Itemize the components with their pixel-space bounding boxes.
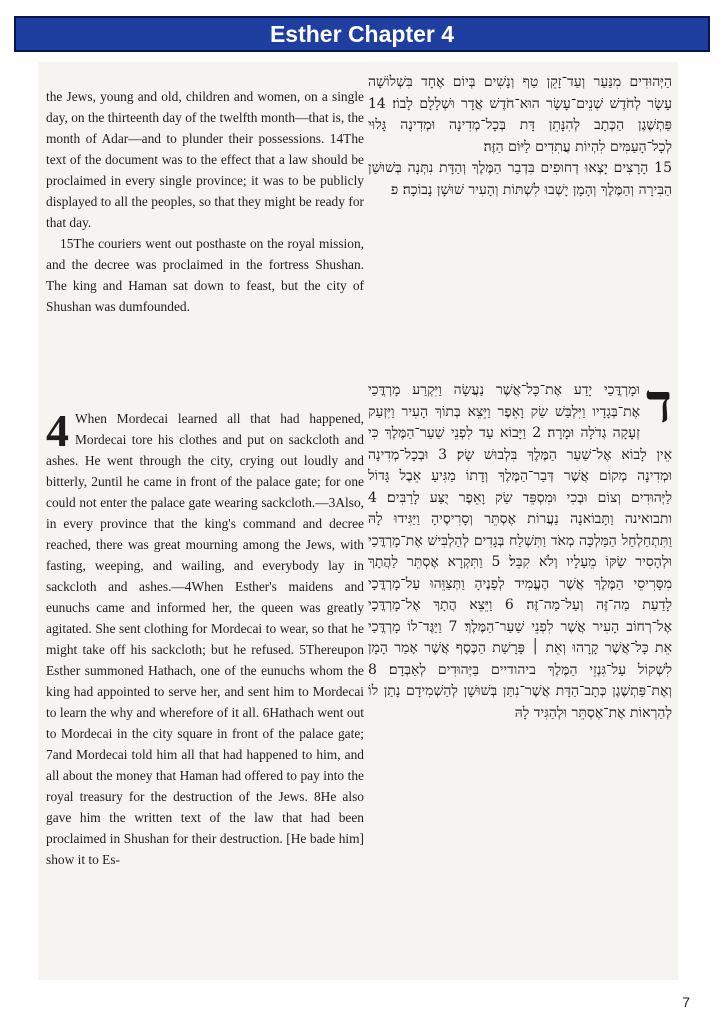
english-paragraph: the Jews, young and old, children and women, on a single day, on the thirteenth day of the twelfth month—that is, the month of Adar—and to plunder their possessions. 14The text of the document was to the effect that a law should be proclaimed in every single province; it was to be publicly displayed to all the peoples, so that they might be ready for that day. — [46, 89, 364, 230]
book-page-scan — [38, 62, 678, 980]
english-text-top — [46, 86, 364, 386]
english-paragraph: When Mordecai learned all that had happened, Mordecai tore his clothes and put on sackcloth and ashes. He went through the city, crying out loudly and bitterly, 2until he came in front of the palace gate; for one could not enter the palace gate wearing sackcloth.—3Also, in every province that the king's command and decree reached, there was great mourning among the Jews, with fasting, weeping, and wailing, and everybody lay in sackcloth and ashes.—4When Esther's maidens and eunuchs came and informed her, the queen was greatly agitated. She sent clothing for Mordecai to wear, so that he might take off his sackcloth; but he refused. 5Thereupon Esther summoned Hathach, one of the eunuchs whom the king had appointed to serve her, and sent him to Mordecai to learn the why and wherefore of it all. 6Hathach went out to Mordecai in the city square in front of the palace gate; 7and Mordecai told him all that had happened to him, and all about the money that Haman had offered to pay into the royal treasury for the destruction of the Jews. 8He also gave him the written text of the law that had been proclaimed in Shushan for their destruction. [He bade him] show it to Es- — [46, 411, 364, 867]
english-text-chapter-4 — [46, 405, 364, 978]
chapter-number: 4 — [46, 405, 69, 456]
hebrew-paragraph: הַיְּהוּדִים מִנַּעַר וְעַד־זָקֵן טַף וְנָשִׁים בְּיוֹם אֶחָד בִּשְׁלוֹשָׁה עָשָׂר לְחֹדֶשׁ שְׁנֵים־עָשָׂר הוּא־חֹדֶשׁ אֲדָר וּשְׁלָלָם לָבוֹז׃ 14 פַּתְשֶׁגֶן הַכְּתָב לְהִנָּתֵן דָּת בְּכָל־מְדִינָה וּמְדִינָה גָּלוּי לְכָל־הָעַמִּים לִהְיוֹת עֲתִדִים לַיּוֹם הַזֶּה׃ — [368, 74, 672, 155]
hebrew-paragraph: 15 הָרָצִים יָצְאוּ דְחוּפִים בִּדְבַר הַמֶּלֶךְ וְהַדָּת נִתְּנָה בְּשׁוּשַׁן הַבִּירָה וְהַמֶּלֶךְ וְהָמָן יָשְׁבוּ לִשְׁתּוֹת וְהָעִיר שׁוּשָׁן נָבוֹכָה׃ פ — [368, 160, 672, 198]
page-number: 7 — [682, 994, 690, 1010]
hebrew-text-top — [368, 72, 672, 302]
hebrew-initial-letter: ד — [646, 371, 672, 435]
hebrew-paragraph: וּמָרְדֳּכַי יָדַע אֶת־כָּל־אֲשֶׁר נַעֲשָׂה וַיִּקְרַע מָרְדֳּכַי אֶת־בְּגָדָיו וַיִּלְבַּשׁ שַׂק וָאֵפֶר וַיֵּצֵא בְּתוֹךְ הָעִיר וַיִּזְעַק זְעָקָה גְדֹלָה וּמָרָה׃ 2 וַיָּבוֹא עַד לִפְנֵי שַׁעַר־הַמֶּלֶךְ כִּי אֵין לָבוֹא אֶל־שַׁעַר הַמֶּלֶךְ בִּלְבוּשׁ שָׂק׃ 3 וּבְכָל־מְדִינָה וּמְדִינָה מְקוֹם אֲשֶׁר דְּבַר־הַמֶּלֶךְ וְדָתוֹ מַגִּיעַ אֵבֶל גָּדוֹל לַיְּהוּדִים וְצוֹם וּבְכִי וּמִסְפֵּד שַׂק וָאֵפֶר יֻצַּע לָרַבִּים׃ 4 ותבואינה וַתָּבוֹאנָה נַעֲרוֹת אֶסְתֵּר וְסָרִיסֶיהָ וַיַּגִּידוּ לָהּ וַתִּתְחַלְחַל הַמַּלְכָּה מְאֹד וַתִּשְׁלַח בְּגָדִים לְהַלְבִּישׁ אֶת־מָרְדֳּכַי וּלְהָסִיר שַׂקּוֹ מֵעָלָיו וְלֹא קִבֵּל׃ 5 וַתִּקְרָא אֶסְתֵּר לַהֲתָךְ מִסָּרִיסֵי הַמֶּלֶךְ אֲשֶׁר הֶעֱמִיד לְפָנֶיהָ וַתְּצַוֵּהוּ עַל־מָרְדֳּכָי לָדַעַת מַה־זֶּה וְעַל־מַה־זֶּה׃ 6 וַיֵּצֵא הֲתָךְ אֶל־מָרְדֳּכָי אֶל־רְחוֹב הָעִיר אֲשֶׁר לִפְנֵי שַׁעַר־הַמֶּלֶךְ׃ 7 וַיַּגֶּד־לוֹ מָרְדֳּכַי אֵת כָּל־אֲשֶׁר קָרָהוּ וְאֵת ׀ פָּרָשַׁת הַכֶּסֶף אֲשֶׁר אָמַר הָמָן לִשְׁקוֹל עַל־גִּנְזֵי הַמֶּלֶךְ ביהודיים בַּיְּהוּדִים לְאַבְּדָם׃ 8 וְאֶת־פַּתְשֶׁגֶן כְּתָב־הַדָּת אֲשֶׁר־נִתַּן בְּשׁוּשָׁן לְהַשְׁמִידָם נָתַן לוֹ לְהַרְאוֹת אֶת־אֶסְתֵּר וּלְהַגִּיד לָהּ — [368, 382, 672, 721]
english-paragraph: 15The couriers went out posthaste on the royal mission, and the decree was proclaimed in the fortress Shushan. The king and Haman sat down to feast, but the city of Shushan was dumfounded. — [46, 236, 364, 314]
hebrew-text-chapter-4 — [368, 371, 672, 972]
page-title: Esther Chapter 4 — [14, 16, 710, 52]
